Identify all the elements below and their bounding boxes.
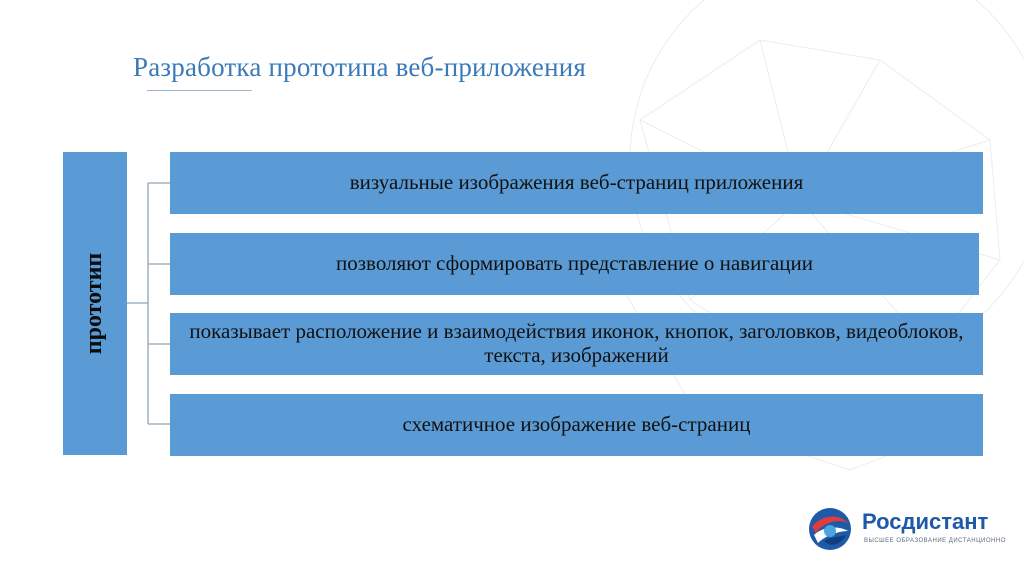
branch-node-schematic bbox=[170, 394, 983, 456]
rosdistant-logo bbox=[806, 505, 1006, 555]
branch-node-label: схематичное изображение веб-страниц bbox=[402, 412, 751, 437]
logo-name: Росдистант bbox=[862, 509, 989, 534]
logo-tagline: ВЫСШЕЕ ОБРАЗОВАНИЕ ДИСТАНЦИОННО bbox=[864, 538, 1006, 544]
branch-node-label: показывает расположение и взаимодействия иконок, кнопок, заголовков, видеоблоков, текста, изображений bbox=[189, 319, 964, 367]
branch-node-navigation bbox=[170, 233, 979, 295]
branch-node-label: позволяют сформировать представление о навигации bbox=[336, 251, 813, 276]
branch-node-label: визуальные изображения веб-страниц приложения bbox=[349, 170, 804, 195]
slide-title: Разработка прототипа веб-приложения bbox=[133, 52, 586, 82]
root-node-box bbox=[63, 152, 127, 455]
rosdistant-globe-icon bbox=[806, 505, 854, 553]
root-node-label: прототип bbox=[81, 252, 108, 355]
branch-node-layout-interactions bbox=[170, 313, 983, 375]
branch-node-visual-images bbox=[170, 152, 983, 214]
title-underline bbox=[147, 90, 252, 91]
